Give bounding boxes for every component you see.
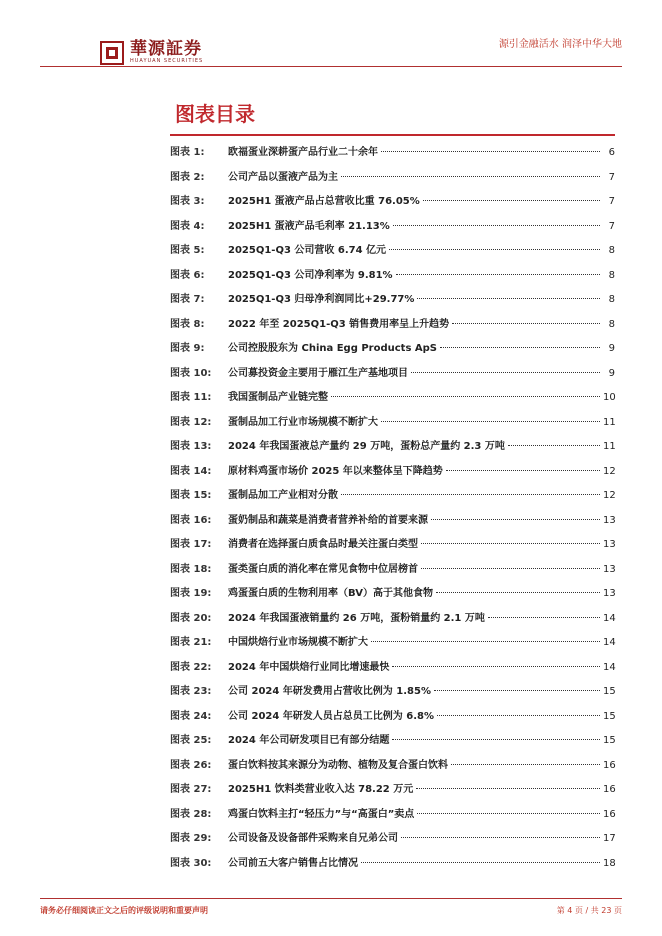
page-title: 图表目录 bbox=[175, 102, 255, 126]
toc-leader-dots bbox=[371, 641, 600, 642]
page-header bbox=[0, 0, 662, 70]
toc-entry-label: 图表 13: bbox=[170, 441, 212, 452]
toc-leader-dots bbox=[421, 568, 600, 569]
toc-entry-page: 15 bbox=[603, 735, 616, 746]
toc-entry-page: 7 bbox=[608, 220, 615, 232]
toc-entry-page: 14 bbox=[603, 637, 616, 648]
toc-entry-page: 11 bbox=[603, 416, 616, 428]
toc-leader-dots bbox=[396, 274, 600, 275]
logo-icon bbox=[100, 41, 124, 65]
toc-entry-label: 图表 1: bbox=[170, 147, 205, 158]
toc-entry[interactable] bbox=[170, 437, 615, 462]
toc-entry-page: 17 bbox=[603, 833, 616, 844]
toc-entry-page: 13 bbox=[603, 563, 616, 575]
toc-leader-dots bbox=[417, 298, 600, 299]
toc-entry-title: 公司产品以蛋液产品为主 bbox=[228, 171, 338, 183]
toc-entry-page: 15 bbox=[603, 710, 616, 722]
toc-entry-title: 蛋奶制品和蔬菜是消费者营养补给的首要来源 bbox=[228, 514, 428, 526]
toc-entry-label: 图表 19: bbox=[170, 588, 212, 599]
toc-entry-title: 2025H1 蛋液产品占总营收比重 76.05% bbox=[228, 196, 420, 207]
toc-entry-label: 图表 26: bbox=[170, 759, 212, 771]
toc-entry-title: 公司前五大客户销售占比情况 bbox=[228, 857, 358, 869]
toc-entry-page: 13 bbox=[603, 539, 616, 550]
toc-entry[interactable] bbox=[170, 486, 615, 511]
toc-entry-title: 欧福蛋业深耕蛋产品行业二十余年 bbox=[228, 147, 378, 158]
toc-entry[interactable] bbox=[170, 731, 615, 756]
toc-entry[interactable] bbox=[170, 315, 615, 340]
toc-leader-dots bbox=[436, 592, 600, 593]
toc-entry-page: 16 bbox=[603, 808, 616, 820]
toc-entry-label: 图表 6: bbox=[170, 269, 205, 281]
toc-entry-title: 公司设备及设备部件采购来自兄弟公司 bbox=[228, 833, 398, 844]
footer-disclaimer: 请务必仔细阅读正文之后的评级说明和重要声明 bbox=[40, 906, 208, 915]
toc-leader-dots bbox=[437, 715, 600, 716]
toc-entry-title: 鸡蛋白饮料主打“轻压力”与“高蛋白”卖点 bbox=[228, 808, 415, 820]
logo-name-en: HUAYUAN SECURITIES bbox=[130, 58, 204, 64]
toc-entry[interactable] bbox=[170, 633, 615, 658]
toc-entry-page: 6 bbox=[608, 147, 615, 158]
toc-entry-label: 图表 14: bbox=[170, 465, 212, 477]
toc-entry-label: 图表 25: bbox=[170, 735, 212, 746]
toc-entry-page: 8 bbox=[608, 245, 615, 256]
toc-leader-dots bbox=[381, 151, 600, 152]
toc-entry-title: 蛋制品加工行业市场规模不断扩大 bbox=[228, 416, 378, 428]
toc-entry-label: 图表 21: bbox=[170, 637, 212, 648]
toc-entry-label: 图表 11: bbox=[170, 392, 212, 403]
toc-entry-title: 蛋类蛋白质的消化率在常见食物中位居榜首 bbox=[228, 563, 418, 575]
toc-entry-page: 12 bbox=[603, 490, 616, 501]
toc-entry-label: 图表 7: bbox=[170, 294, 205, 305]
toc-entry[interactable] bbox=[170, 388, 615, 413]
toc-entry-label: 图表 16: bbox=[170, 514, 212, 526]
toc-leader-dots bbox=[392, 666, 600, 667]
toc-leader-dots bbox=[488, 617, 600, 618]
toc-entry-title: 2025H1 蛋液产品毛利率 21.13% bbox=[228, 220, 390, 232]
toc-entry-title: 公司 2024 年研发费用占营收比例为 1.85% bbox=[228, 686, 431, 697]
toc-entry-title: 2024 年我国蛋液总产量约 29 万吨，蛋粉总产量约 2.3 万吨 bbox=[228, 441, 505, 452]
table-of-figures bbox=[170, 143, 615, 878]
toc-entry-page: 13 bbox=[603, 514, 616, 526]
toc-entry-label: 图表 20: bbox=[170, 612, 212, 624]
toc-leader-dots bbox=[440, 347, 600, 348]
toc-entry-page: 7 bbox=[608, 196, 615, 207]
toc-entry-label: 图表 17: bbox=[170, 539, 212, 550]
toc-entry[interactable] bbox=[170, 364, 615, 389]
toc-entry-page: 9 bbox=[608, 343, 615, 354]
toc-entry-page: 8 bbox=[608, 318, 615, 330]
toc-entry[interactable] bbox=[170, 560, 615, 585]
toc-entry-title: 2025H1 饮料类营业收入达 78.22 万元 bbox=[228, 784, 414, 795]
toc-entry-title: 2025Q1-Q3 归母净利润同比+29.77% bbox=[228, 294, 415, 305]
toc-entry-label: 图表 4: bbox=[170, 220, 205, 232]
toc-entry[interactable] bbox=[170, 192, 615, 217]
toc-entry[interactable] bbox=[170, 780, 615, 805]
toc-entry-title: 2024 年我国蛋液销量约 26 万吨，蛋粉销量约 2.1 万吨 bbox=[228, 612, 485, 624]
toc-entry[interactable] bbox=[170, 241, 615, 266]
toc-entry-label: 图表 2: bbox=[170, 171, 205, 183]
toc-entry-page: 16 bbox=[603, 759, 616, 771]
toc-entry[interactable] bbox=[170, 805, 615, 830]
toc-entry-label: 图表 3: bbox=[170, 196, 205, 207]
toc-entry[interactable] bbox=[170, 143, 615, 168]
toc-leader-dots bbox=[421, 543, 600, 544]
toc-entry-page: 12 bbox=[603, 465, 616, 477]
toc-entry[interactable] bbox=[170, 707, 615, 732]
toc-entry-label: 图表 27: bbox=[170, 784, 212, 795]
toc-entry[interactable] bbox=[170, 511, 615, 536]
toc-entry-label: 图表 8: bbox=[170, 318, 205, 330]
toc-entry-title: 2025Q1-Q3 公司营收 6.74 亿元 bbox=[228, 245, 387, 256]
toc-entry-page: 8 bbox=[608, 269, 615, 281]
toc-leader-dots bbox=[401, 837, 600, 838]
toc-entry-page: 7 bbox=[608, 171, 615, 183]
toc-leader-dots bbox=[434, 690, 600, 691]
company-logo bbox=[100, 40, 203, 65]
toc-entry-label: 图表 29: bbox=[170, 833, 212, 844]
toc-entry[interactable] bbox=[170, 682, 615, 707]
toc-entry-page: 11 bbox=[603, 441, 616, 452]
header-divider bbox=[40, 66, 622, 67]
toc-entry-title: 消费者在选择蛋白质食品时最关注蛋白类型 bbox=[228, 539, 418, 550]
toc-leader-dots bbox=[341, 494, 600, 495]
toc-entry-label: 图表 9: bbox=[170, 343, 205, 354]
toc-entry[interactable] bbox=[170, 339, 615, 364]
toc-entry-title: 2024 年中国烘焙行业同比增速最快 bbox=[228, 661, 390, 673]
toc-entry[interactable] bbox=[170, 266, 615, 291]
toc-entry-label: 图表 22: bbox=[170, 661, 212, 673]
toc-leader-dots bbox=[417, 813, 600, 814]
toc-entry[interactable] bbox=[170, 168, 615, 193]
toc-entry[interactable] bbox=[170, 658, 615, 683]
toc-leader-dots bbox=[361, 862, 600, 863]
toc-entry-title: 我国蛋制品产业链完整 bbox=[228, 392, 328, 403]
toc-entry[interactable] bbox=[170, 290, 615, 315]
footer-divider bbox=[40, 898, 622, 899]
toc-entry-label: 图表 30: bbox=[170, 857, 212, 869]
toc-leader-dots bbox=[393, 225, 600, 226]
toc-entry-label: 图表 10: bbox=[170, 367, 212, 379]
toc-entry[interactable] bbox=[170, 854, 615, 879]
logo-name-cn: 華源証券 bbox=[130, 39, 202, 59]
toc-entry-label: 图表 23: bbox=[170, 686, 212, 697]
toc-entry-title: 2022 年至 2025Q1-Q3 销售费用率呈上升趋势 bbox=[228, 318, 450, 330]
toc-entry-page: 14 bbox=[603, 661, 616, 673]
toc-entry-title: 蛋白饮料按其来源分为动物、植物及复合蛋白饮料 bbox=[228, 759, 448, 771]
toc-entry-label: 图表 18: bbox=[170, 563, 212, 575]
toc-leader-dots bbox=[381, 421, 600, 422]
toc-entry-label: 图表 12: bbox=[170, 416, 212, 428]
toc-leader-dots bbox=[431, 519, 600, 520]
toc-entry-page: 18 bbox=[603, 857, 616, 869]
toc-entry-title: 原材料鸡蛋市场价 2025 年以来整体呈下降趋势 bbox=[228, 465, 443, 477]
toc-entry-title: 蛋制品加工产业相对分散 bbox=[228, 490, 338, 501]
title-divider bbox=[170, 134, 615, 136]
toc-entry-title: 2025Q1-Q3 公司净利率为 9.81% bbox=[228, 269, 393, 281]
toc-entry-label: 图表 24: bbox=[170, 710, 212, 722]
toc-entry-label: 图表 28: bbox=[170, 808, 212, 820]
toc-leader-dots bbox=[508, 445, 600, 446]
toc-entry-title: 公司募投资金主要用于雁江生产基地项目 bbox=[228, 367, 408, 379]
toc-entry[interactable] bbox=[170, 584, 615, 609]
toc-entry[interactable] bbox=[170, 535, 615, 560]
toc-entry-label: 图表 15: bbox=[170, 490, 212, 501]
toc-leader-dots bbox=[416, 788, 600, 789]
toc-entry[interactable] bbox=[170, 217, 615, 242]
toc-entry[interactable] bbox=[170, 829, 615, 854]
toc-leader-dots bbox=[389, 249, 600, 250]
toc-entry-title: 2024 年公司研发项目已有部分结题 bbox=[228, 735, 390, 746]
toc-entry-page: 9 bbox=[608, 367, 615, 379]
footer-page-info: 第 4 页 / 共 23 页 bbox=[556, 906, 622, 915]
toc-entry[interactable] bbox=[170, 609, 615, 634]
toc-entry-title: 鸡蛋蛋白质的生物利用率（BV）高于其他食物 bbox=[228, 588, 433, 599]
toc-entry-page: 8 bbox=[608, 294, 615, 305]
toc-leader-dots bbox=[446, 470, 600, 471]
toc-entry[interactable] bbox=[170, 413, 615, 438]
toc-leader-dots bbox=[331, 396, 600, 397]
header-slogan: 源引金融活水 润泽中华大地 bbox=[498, 39, 622, 50]
toc-leader-dots bbox=[423, 200, 600, 201]
toc-entry[interactable] bbox=[170, 756, 615, 781]
toc-entry-title: 公司控股股东为 China Egg Products ApS bbox=[228, 343, 437, 354]
toc-leader-dots bbox=[451, 764, 600, 765]
toc-entry-label: 图表 5: bbox=[170, 245, 205, 256]
toc-entry-page: 13 bbox=[603, 588, 616, 599]
toc-leader-dots bbox=[341, 176, 600, 177]
toc-entry-page: 14 bbox=[603, 612, 616, 624]
toc-entry-title: 中国烘焙行业市场规模不断扩大 bbox=[228, 637, 368, 648]
toc-leader-dots bbox=[392, 739, 600, 740]
toc-entry-title: 公司 2024 年研发人员占总员工比例为 6.8% bbox=[228, 710, 435, 722]
toc-leader-dots bbox=[452, 323, 600, 324]
toc-entry-page: 15 bbox=[603, 686, 616, 697]
toc-entry-page: 10 bbox=[603, 392, 616, 403]
toc-entry[interactable] bbox=[170, 462, 615, 487]
toc-entry-page: 16 bbox=[603, 784, 616, 795]
toc-leader-dots bbox=[411, 372, 600, 373]
